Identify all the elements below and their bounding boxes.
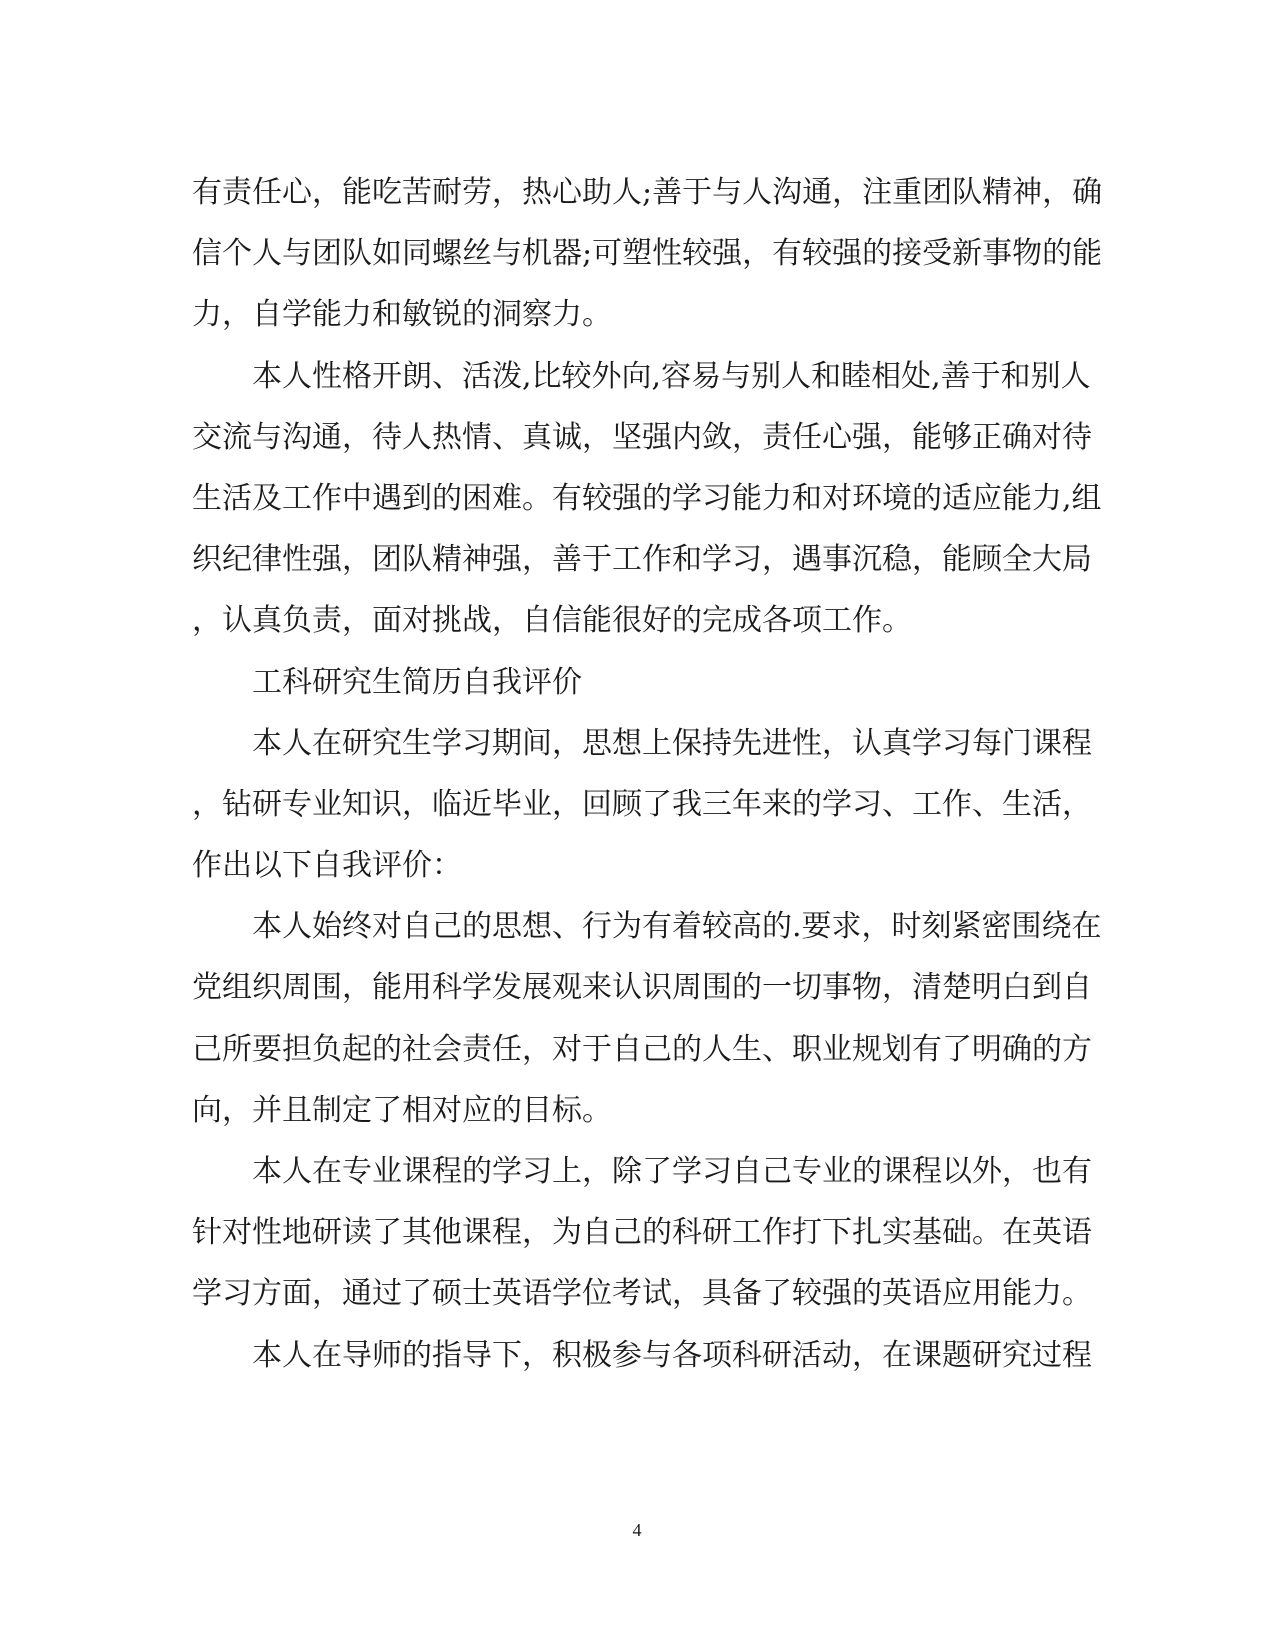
text-line: 本人在研究生学习期间，思想上保持先进性，认真学习每门课程 [192,725,1092,761]
body-text [192,162,1103,1386]
text-line: 向，并且制定了相对应的目标。 [192,1092,612,1128]
text-line: 力，自学能力和敏锐的洞察力。 [192,297,612,333]
text-line: 交流与沟通，待人热情、真诚，坚强内敛，责任心强，能够正确对待 [192,419,1092,455]
text-line: ，钻研专业知识，临近毕业，回顾了我三年来的学习、工作、生活， [192,786,1092,822]
text-line: 本人在专业课程的学习上，除了学习自己专业的课程以外，也有 [192,1154,1092,1189]
text-line: 生活及工作中遇到的困难。有较强的学习能力和对环境的适应能力,组 [192,480,1102,516]
text-line: ，认真负责，面对挑战，自信能很好的完成各项工作。 [192,603,912,639]
text-line: 党组织周围，能用科学发展观来认识周围的一切事物，清楚明白到自 [192,970,1092,1006]
page-number: 4 [632,1520,642,1540]
text-line: 织纪律性强，团队精神强，善于工作和学习，遇事沉稳，能顾全大局 [192,542,1092,578]
text-line: 学习方面，通过了硕士英语学位考试，具备了较强的英语应用能力。 [192,1276,1092,1312]
text-line: 针对性地研读了其他课程，为自己的科研工作打下扎实基础。在英语 [192,1215,1092,1251]
text-line: 己所要担负起的社会责任，对于自己的人生、职业规划有了明确的方 [192,1031,1092,1067]
text-line: 本人在导师的指导下，积极参与各项科研活动，在课题研究过程 [192,1337,1092,1373]
text-line: 作出以下自我评价： [192,848,462,884]
text-line: 信个人与团队如同螺丝与机器;可塑性较强，有较强的接受新事物的能 [192,236,1103,272]
section-heading: 工科研究生简历自我评价 [192,664,582,700]
text-line: 本人始终对自己的思想、行为有着较高的.要求，时刻紧密围绕在 [192,909,1102,945]
text-line: 本人性格开朗、活泼,比较外向,容易与别人和睦相处,善于和别人 [192,358,1091,394]
text-line: 有责任心，能吃苦耐劳，热心助人;善于与人沟通，注重团队精神，确 [192,175,1103,210]
